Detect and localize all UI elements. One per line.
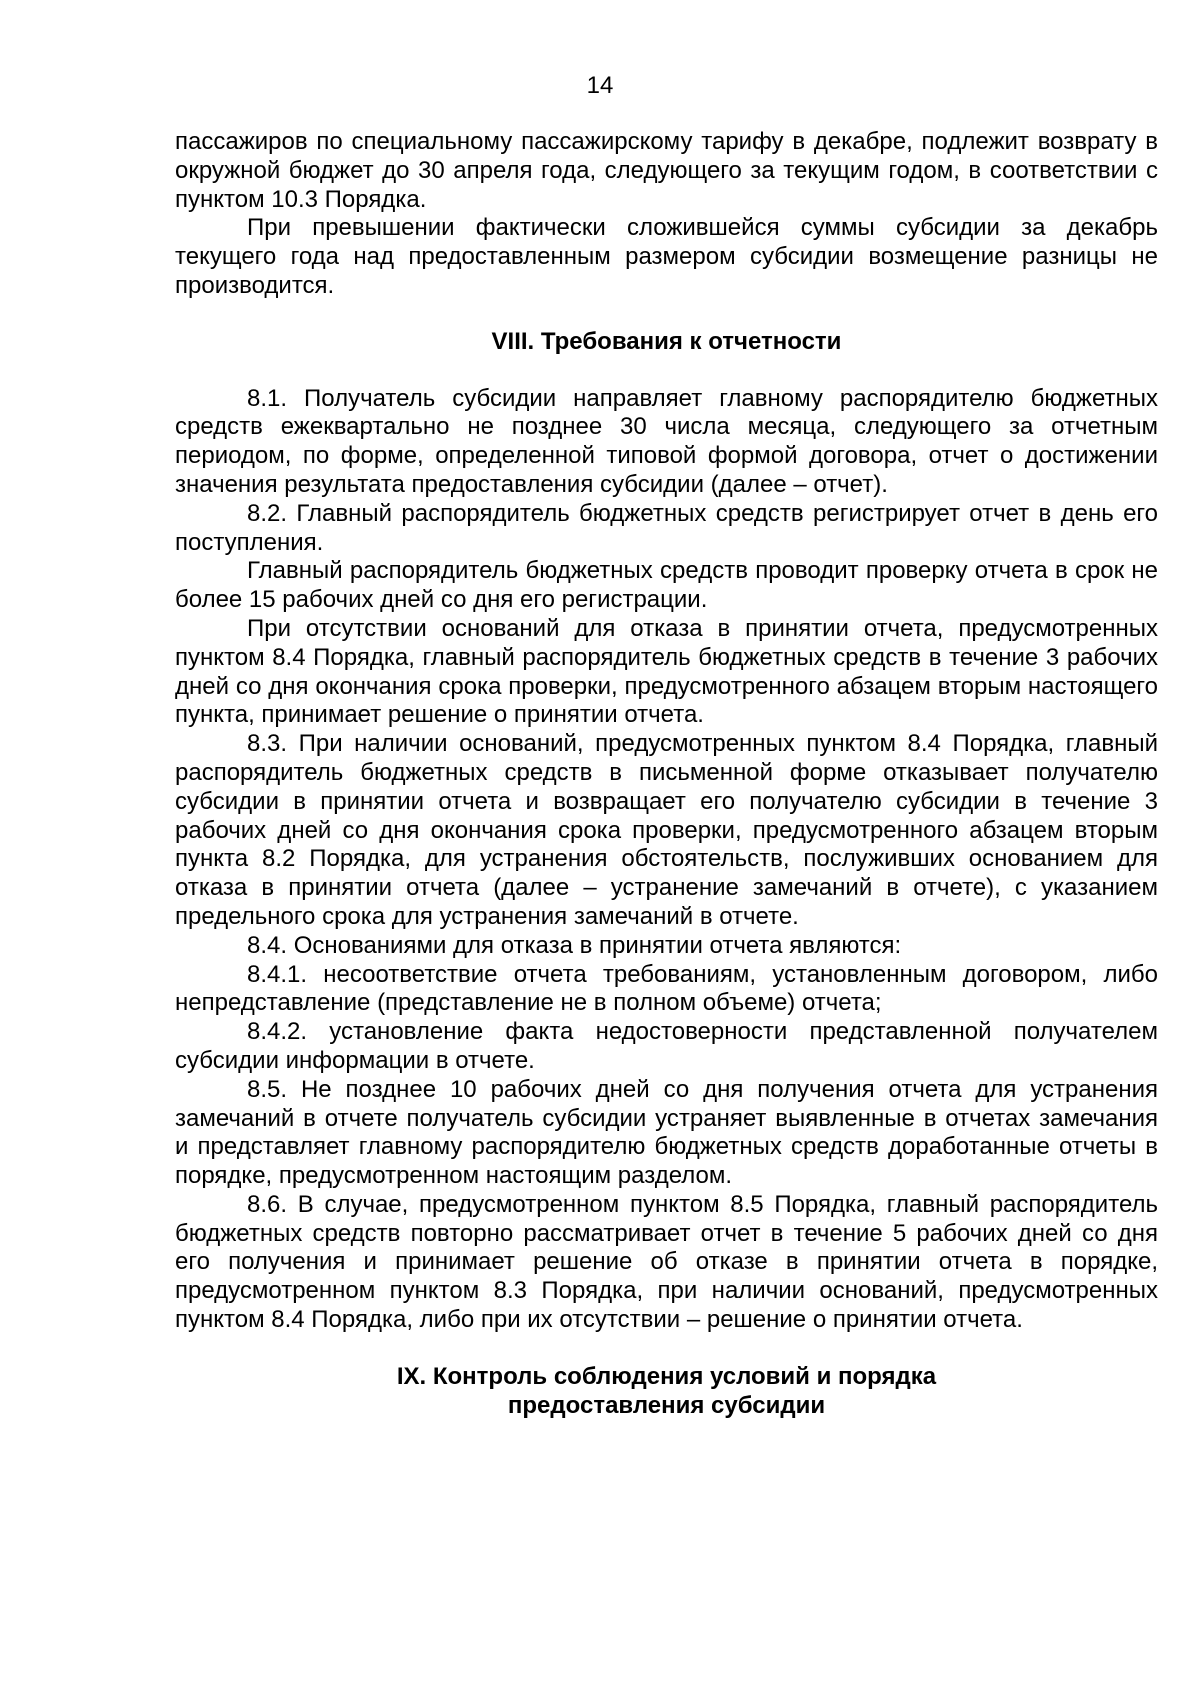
paragraph-8-4-2: 8.4.2. установление факта недостоверности представленной получателем субсидии информации в отчете. (175, 1018, 1158, 1074)
paragraph-8-4: 8.4. Основаниями для отказа в принятии отчета являются: (247, 931, 902, 959)
paragraph: При отсутствии оснований для отказа в принятии отчета, предусмотренных пунктом 8.4 Порядка, главный распорядитель бюджетных средств в течение 3 рабочих дней со дня окончания срока проверки, предусмотренного абзацем вторым настоящего пункта, принимает решение о принятии отчета. (175, 614, 1158, 729)
section-heading-viii: VIII. Требования к отчетности (491, 327, 842, 355)
section-heading-ix-line2: предоставления субсидии (507, 1391, 826, 1419)
paragraph: пассажиров по специальному пассажирскому тарифу в декабре, подлежит возврату в окружной бюджет до 30 апреля года, следующего за текущим годом, в соответствии с пунктом 10.3 Порядка. (175, 128, 1158, 213)
document-body (175, 128, 1158, 1420)
paragraph-8-6: 8.6. В случае, предусмотренном пунктом 8.5 Порядка, главный распорядитель бюджетных средств повторно рассматривает отчет в течение 5 рабочих дней со дня его получения и принимает решение об отказе в принятии отчета в порядке, предусмотренном пунктом 8.3 Порядка, при наличии оснований, предусмотренных пунктом 8.4 Порядка, либо при их отсутствии – решение о принятии отчета. (175, 1190, 1158, 1334)
section-heading-ix-line1: IX. Контроль соблюдения условий и порядка (396, 1362, 937, 1390)
paragraph: При превышении фактически сложившейся суммы субсидии за декабрь текущего года над предоставленным размером субсидии возмещение разницы не производится. (175, 214, 1158, 299)
paragraph-8-3: 8.3. При наличии оснований, предусмотренных пунктом 8.4 Порядка, главный распорядитель бюджетных средств в письменной форме отказывает получателю субсидии в принятии отчета и возвращает его получателю субсидии в течение 3 рабочих дней со дня окончания срока проверки, предусмотренного абзацем вторым пункта 8.2 Порядка, для устранения обстоятельств, послуживших основанием для отказа в принятии отчета (далее – устранение замечаний в отчете), с указанием предельного срока для устранения замечаний в отчете. (175, 730, 1158, 930)
section-heading-ix (175, 1363, 1158, 1421)
paragraph-8-2: 8.2. Главный распорядитель бюджетных средств регистрирует отчет в день его поступления. (175, 499, 1158, 556)
paragraph: Главный распорядитель бюджетных средств проводит проверку отчета в срок не более 15 рабочих дней со дня его регистрации. (175, 557, 1158, 614)
paragraph-8-1: 8.1. Получатель субсидии направляет главному распорядителю бюджетных средств ежеквартально не позднее 30 числа месяца, следующего за отчетным периодом, по форме, определенной типовой формой договора, отчет о достижении значения результата предоставления субсидии (далее – отчет). (175, 384, 1158, 498)
paragraph-8-4-1: 8.4.1. несоответствие отчета требованиям, установленным договором, либо непредставление (представление не в полном объеме) отчета; (175, 960, 1158, 1017)
page-number: 14 (586, 72, 614, 99)
paragraph-8-5: 8.5. Не позднее 10 рабочих дней со дня получения отчета для устранения замечаний в отчете получатель субсидии устраняет выявленные в отчетах замечания и представляет главному распорядителю бюджетных средств доработанные отчеты в порядке, предусмотренном настоящим разделом. (175, 1075, 1158, 1190)
